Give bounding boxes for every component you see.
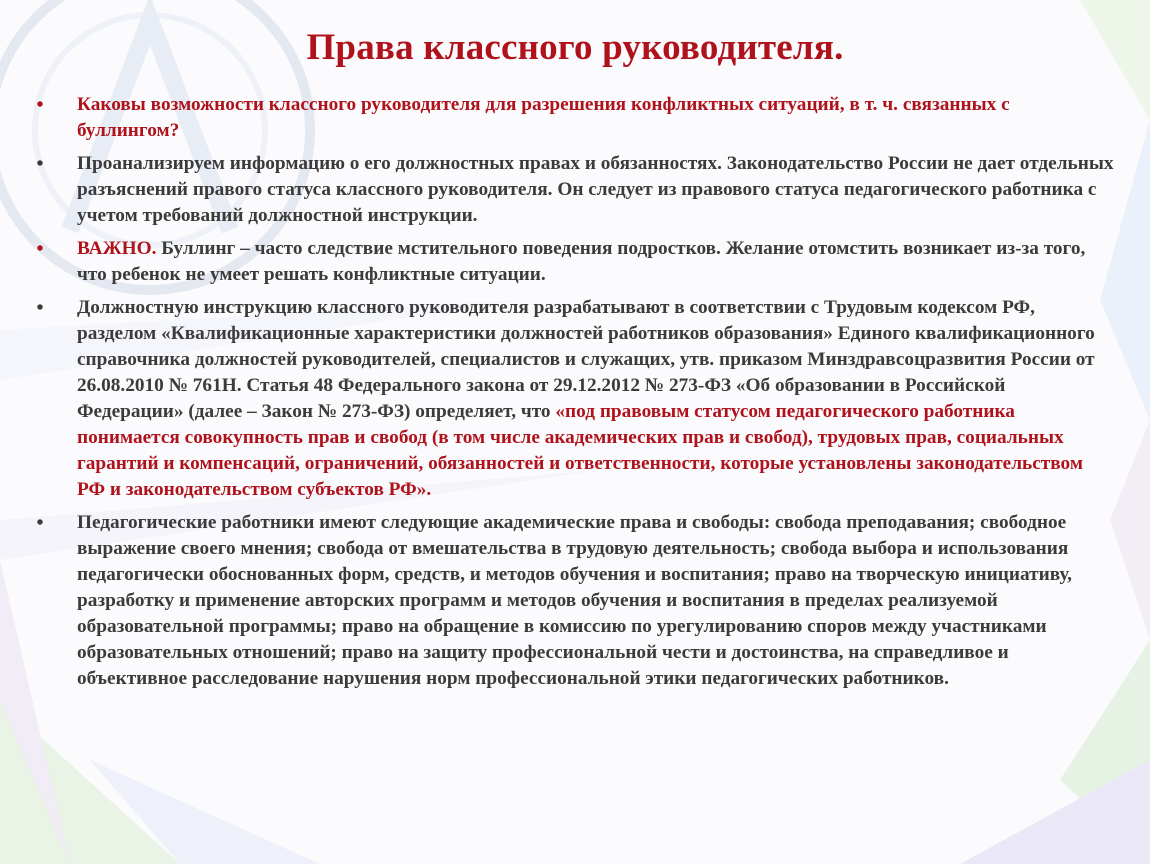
bullet-marker: •	[36, 238, 44, 260]
slide-title: Права классного руководителя.	[306, 27, 844, 68]
bullet-marker: •	[36, 94, 44, 116]
bullet-item	[30, 295, 1115, 503]
bullet-text: Проанализируем информацию о его должностных правах и обязанностях. Законодательство России не дает отдельных разъяснений правого статуса классного руководителя. Он следует из правового статуса педагогического работника с учетом требований должностной инструкции.	[77, 153, 1114, 226]
legal-quote: «под правовым статусом педагогического работника понимается совокупность прав и свобод (в том числе академических прав и свобод), трудовых прав, социальных гарантий и компенсаций, ограничений, обязанностей и ответственности, которые установлены законодательством РФ и законодательством субъектов РФ».	[77, 401, 1083, 500]
bullet-marker: •	[36, 153, 44, 175]
bullet-text: Должностную инструкцию классного руководителя разрабатывают в соответствии с Трудовым кодексом РФ, разделом «Квалификационные характеристики должностей работников образования» Единого квалификационного справочника должностей руководителей, специалистов и служащих, утв. приказом Минздравсоцразвития России от 26.08.2010 № 761Н. Статья 48 Федерального закона от 29.12.2012 № 273-ФЗ «Об образовании в Российской Федерации» (далее – Закон № 273-ФЗ) определяет, что	[77, 297, 1095, 422]
bullet-item	[30, 151, 1115, 229]
bullet-item	[30, 92, 1115, 144]
bullet-item	[30, 510, 1115, 692]
bullet-marker: •	[36, 297, 44, 319]
important-label: ВАЖНО.	[77, 238, 157, 259]
bullet-item	[30, 236, 1115, 288]
bullet-list	[30, 92, 1115, 699]
bullet-text: Педагогические работники имеют следующие академические права и свободы: свобода преподавания; свободное выражение своего мнения; свобода от вмешательства в трудовую деятельность; свобода выбора и использования педагогически обоснованных форм, средств, и методов обучения и воспитания; право на творческую инициативу, разработку и применение авторских программ и методов обучения и воспитания в пределах реализуемой образовательной программы; право на обращение в комиссию по урегулированию споров между участниками образовательных отношений; право на защиту профессиональной чести и достоинства, на справедливое и объективное расследование нарушения норм профессиональной этики педагогических работников.	[77, 512, 1072, 689]
bullet-text: Буллинг – часто следствие мстительного поведения подростков. Желание отомстить возникает из-за того, что ребенок не умеет решать конфликтные ситуации.	[77, 238, 1086, 285]
bullet-marker: •	[36, 512, 44, 534]
bullet-text: Каковы возможности классного руководителя для разрешения конфликтных ситуаций, в т. ч. связанных с буллингом?	[77, 94, 1010, 141]
